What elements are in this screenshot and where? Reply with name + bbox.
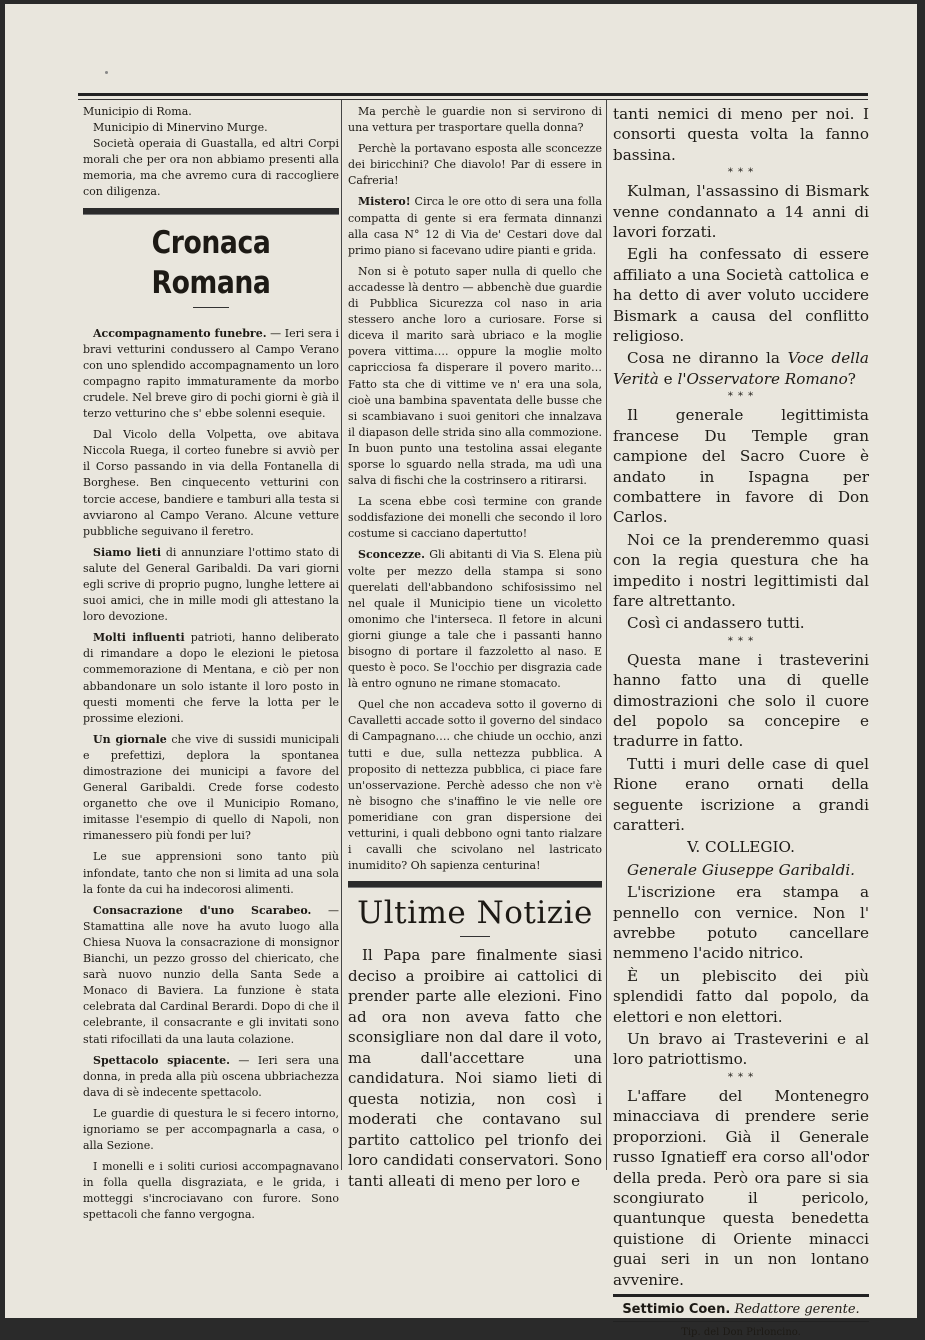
header-rule [78,93,868,96]
section-title-cronaca: Cronaca Romana [151,224,271,301]
intro-line: Società operaia di Guastalla, ed altri Corpi morali che per ora non abbiamo presenti alla memoria, ma che avremo cura di raccogliere con diligenza. [83,137,339,199]
inscription-line: V. COLLEGIO. [687,838,795,857]
article: Il generale legittimista francese Du Temple gran campione del Sacro Cuore è andato in Ispagna per combattere in favore di Don Carlos. [613,406,869,527]
column-divider [341,100,342,1170]
article: Le sue apprensioni sono tanto più infondate, tanto che non si limita ad una sola la fonte da cui ha indecorosi alimenti. [83,850,339,896]
signature-rule-thin [613,1321,869,1322]
article: Noi ce la prenderemmo quasi con la regia questura che ha impedito i nostri legittimisti dal fare altrettanto. [613,530,869,610]
article: Il Papa pare finalmente siasi deciso a proibire ai cattolici di prender parte alle elezioni. Fino ad ora non aveva fatto che sconsigliare non dal dare il voto, ma dall'accettare una candidatura. Noi siamo lieti di questa notizia, non così i moderati che contavano sul partito cattolico pel trionfo dei loro candidati conservatori. Sono tanti alleati di meno per loro e [348,946,602,1190]
article: L'affare del Montenegro minacciava di prendere serie proporzioni. Già il Generale russo Ignatieff era corso all'odor della preda. Però ora pare si sia scongiurato il pericolo, quantunque questa benedetta quistione di Oriente minacci guai seri in un non lontano avvenire. [613,1086,869,1289]
article: Molti influenti patrioti, hanno deliberato di rimandare a dopo le elezioni le pietosa commemorazione di Mentana, e ciò per non abbandonare un solo istante il loro posto in questi momenti che ferve la lotta per le prossime elezioni. [83,631,339,725]
article: Siamo lieti di annunziare l'ottimo stato di salute del General Garibaldi. Da vari giorni egli scrive di proprio pugno, lunghe lettere ai suoi amici, che in mille modi gli attestano la loro devozione. [83,545,339,624]
paper-speck [105,71,108,74]
article: Un bravo ai Trasteverini e al loro patriottismo. [613,1030,869,1069]
separator-stars: * * * [727,635,755,647]
signature-rule [613,1294,869,1297]
article: tanti nemici di meno per noi. I consorti questa volta la fanno bassina. [613,105,869,164]
article: Quel che non accadeva sotto il governo di Cavalletti accade sotto il governo del sindaco di Campagnano…. che chiude un occhio, anzi tutti e due, sulla nettezza pubblica. A proposito di nettezza pubblica, ci piace fare un'osservazione. Perchè adesso che non v'è nè bisogno che s'inaffino le vie nelle ore pomeridiane con gran dispersione dei vetturini, i quali debbono ogni tanto rialzare i cavalli che scivolano nel lastricato inumidito? Oh sapienza centurina! [348,698,602,873]
article: Egli ha confessato di essere affiliato a una Società cattolica e ha detto di aver voluto uccidere Bismark a causa del conflitto religioso. [613,245,869,346]
article: Dal Vicolo della Volpetta, ove abitava Niccola Ruega, il corteo funebre si avviò per il Corso passando in via della Fontanella di Borghese. Ben cinquecento vetturini con torcie accese, bandiere e tamburi alla testa si avviarono al Campo Verano. Alcune vetture pubbliche seguivano il feretro. [83,428,339,538]
article: I monelli e i soliti curiosi accompagnavano in folla quella disgraziata, e le grida, i motteggi s'incrociavano con furore. Sono spettacoli che fanno vergogna. [83,1160,339,1222]
inscription-line: Generale Giuseppe Garibaldi. [626,860,856,879]
column-3 [613,104,869,1340]
article: Tutti i muri delle case di quel Rione erano ornati della seguente iscrizione a grandi caratteri. [613,754,869,834]
article: Questa mane i trasteverini hanno fatto una di quelle dimostrazioni che solo il cuore del popolo sa concepire e tradurre in fatto. [613,650,869,751]
intro-line: Municipio di Minervino Murge. [93,121,268,135]
column-1 [83,104,339,1229]
separator-stars: * * * [727,391,755,403]
article: L'iscrizione era stampa a pennello con vernice. Non l' avrebbe potuto cancellare nemmeno l'acido nitrico. [613,883,869,963]
signature: Settimio Coen. Redattore gerente. [622,1301,860,1317]
article: Accompagnamento funebre. — Ieri sera i bravi vetturini condussero al Campo Verano con uno splendido accompagnamento un loro compagno rapito immaturamente da morbo crudele. Nel breve giro di pochi giorni è già il terzo vetturino che s' ebbe solenni esequie. [83,326,339,421]
article: La scena ebbe così termine con grande soddisfazione dei monelli che secondo il loro costume si cacciano dapertutto! [348,495,602,541]
column-divider [606,100,607,1170]
article: Le guardie di questura le si fecero intorno, ignoriamo se per accompagnarla a casa, o alla Sezione. [83,1106,339,1153]
article: È un plebiscito dei più splendidi fatto dal popolo, da elettori e non elettori. [613,966,869,1026]
intro-line: Municipio di Roma. [83,105,192,118]
title-dash [460,936,490,937]
column-2 [348,104,602,1191]
article: Perchè la portavano esposta alle sconcezze dei biricchini? Che diavolo! Par di essere in Cafreria! [348,142,602,188]
section-title-ultime-notizie: Ultime Notizie [357,895,593,932]
article: Kulman, l'assassino di Bismark venne condannato a 14 anni di lavori forzati. [613,182,869,242]
separator-stars: * * * [727,167,755,179]
article: Così ci andassero tutti. [627,614,805,633]
article: Sconcezze. Gli abitanti di Via S. Elena più volte per mezzo della stampa si sono querelati dell'abbandono schifosissimo nel nel quale il Municipio tiene un vicoletto omonimo che l'interseca. Il fetore in alcuni giorni giunge a tale che i passanti hanno bisogno di portare il fazzoletto al naso. E questo è poco. Se l'occhio per disgrazia cade là entro ognuno ne rimane stomacato. [348,548,602,691]
article: Cosa ne diranno la Voce della Verità e l'Osservatore Romano? [613,349,869,388]
separator-stars: * * * [727,1071,755,1083]
newspaper-page [5,4,917,1338]
title-dash [193,307,229,308]
article: Non si è potuto saper nulla di quello che accadesse là dentro — abbenchè due guardie di Pubblica Sicurezza col naso in aria stessero anche loro a curiosare. Forse si diceva il marito sarà ubriaco e la moglie povera vittima…. oppure la moglie molto capricciosa fa disperare il povero marito… Fatto sta che di vittime ve n' era una sola, cioè una bambina spaventata delle busse che si scambiavano i suoi genitori che innalzava il diapason delle strida sino alla commozione. In buon punto una testolina assai elegante sporse lo sguardo nella strada, ma udì una salva di fischi che la costrinsero a ritirarsi. [348,264,602,488]
header-rule-thin [78,99,868,100]
article: Consacrazione d'uno Scarabeo. — Stamattina alle nove ha avuto luogo alla Chiesa Nuova la consacrazione di monsignor Bianchi, un pezzo grosso del chiericato, che sarà nuovo nunzio della Santa Sede a Monaco di Baviera. La funzione è stata celebrata dal Cardinal Berardi. Dopo di che il celebrante, il consacrante e gli invitati sono stati rifocillati da una lauta colazione. [83,903,339,1046]
article: Un giornale che vive di sussidi municipali e prefettizi, deplora la spontanea dimostrazione dei municipi a favore del General Garibaldi. Crede forse codesto organetto che ove il Municipio Romano, imitasse l'esempio di quello di Napoli, non rimanessero più fondi per lui? [83,732,339,843]
article: Mistero! Circa le ore otto di sera una folla compatta di gente si era fermata dinnanzi alla casa N° 12 di Via de' Cestari dove dal primo piano si facevano udire pianti e grida. [348,195,602,257]
section-bar [83,208,339,215]
article: Spettacolo spiacente. — Ieri sera una donna, in preda alla più oscena ubbriachezza dava di sè indecente spettacolo. [83,1053,339,1099]
article: Ma perchè le guardie non si servirono di una vettura per trasportare quella donna? [348,105,602,135]
ultime-notizie-body [348,945,602,1191]
printer-line: Tip. del Don Pirloncino. [681,1326,801,1338]
section-bar [348,881,602,888]
